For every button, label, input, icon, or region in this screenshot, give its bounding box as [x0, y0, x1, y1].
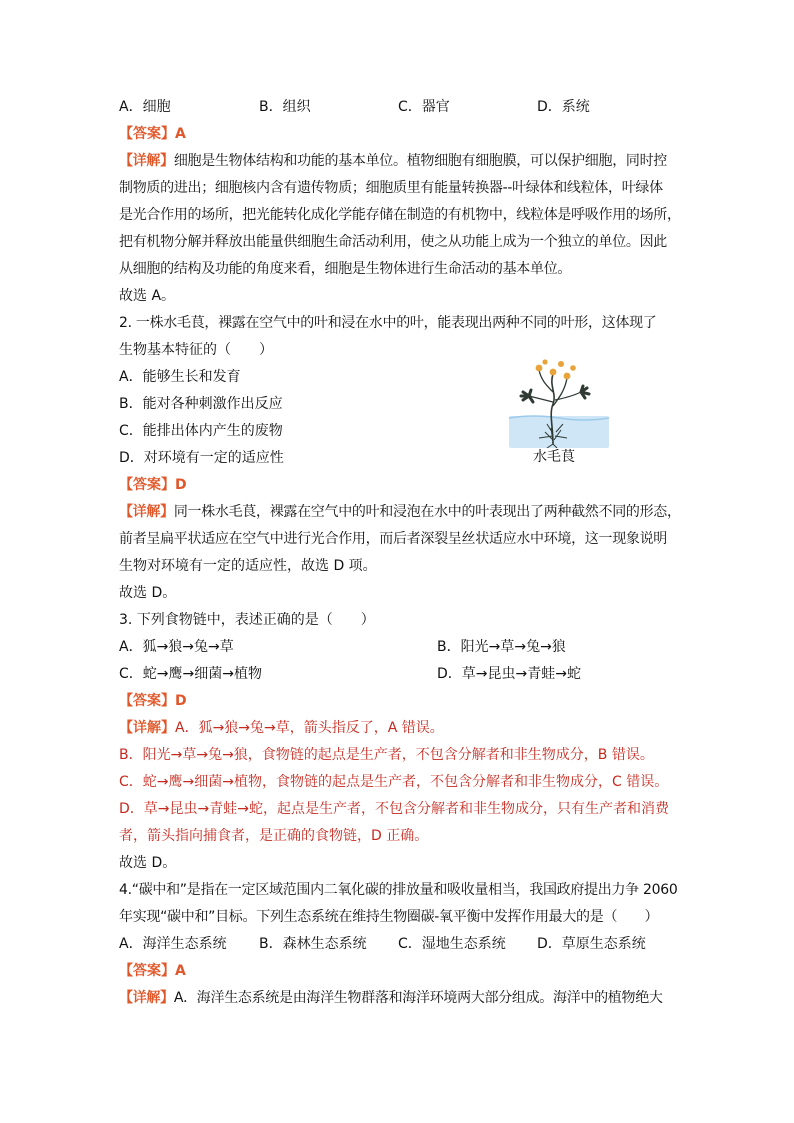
q4-answer [119, 958, 681, 985]
q2-conclusion: 故选 D。 [119, 585, 177, 601]
q1-options [119, 94, 681, 121]
q3-detail-line: B．阳光→草→兔→狼，食物链的起点是生产者，不包含分解者和非生物成分，B 错误。 [119, 747, 654, 763]
q1-option-d: D．系统 [537, 99, 590, 115]
answer-value: A [175, 963, 186, 979]
q2-stem: 生物基本特征的（ ） [119, 342, 273, 358]
q4-stem: 4.“碳中和”是指在一定区域范围内二氧化碳的排放量和吸收量相当，我国政府提出力争 2060 [119, 882, 678, 898]
q2-option-a: A．能够生长和发育 [119, 369, 241, 385]
q3-conclusion: 故选 D。 [119, 855, 177, 871]
q1-detail-line: 【详解】细胞是生物体结构和功能的基本单位。植物细胞有细胞膜，可以保护细胞，同时控 [119, 153, 668, 169]
detail-label: 【详解】 [119, 153, 174, 169]
q4-option-a: A．海洋生态系统 [119, 936, 227, 952]
q4-option-d: D．草原生态系统 [537, 936, 646, 952]
q3-option-b: B．阳光→草→兔→狼 [437, 639, 566, 655]
q2-detail-line: 【详解】同一株水毛茛，裸露在空气中的叶和浸泡在水中的叶表现出了两种截然不同的形态， [119, 504, 681, 520]
q1-option-c: C．器官 [398, 99, 450, 115]
q3-options-row [119, 634, 681, 661]
q1-detail-line: 把有机物分解并释放出能量供细胞生命活动利用，使之从功能上成为一个独立的单位。因此 [119, 234, 667, 250]
answer-value: D [175, 477, 187, 493]
exam-page [119, 94, 681, 1012]
q3-detail-line: 者，箭头指向捕食者，是正确的食物链，D 正确。 [119, 828, 429, 844]
q3-detail-line: C．蛇→鹰→细菌→植物，食物链的起点是生产者，不包含分解者和非生物成分，C 错误。 [119, 774, 669, 790]
water-buttercup-illustration [509, 356, 609, 448]
q4-stem: 年实现“碳中和”目标。下列生态系统在维持生物圈碳-氧平衡中发挥作用最大的是（ ） [119, 909, 659, 925]
detail-label: 【详解】 [119, 720, 175, 736]
q3-options-row [119, 661, 681, 688]
q2-option-d: D．对环境有一定的适应性 [119, 450, 284, 466]
detail-label: 【详解】 [119, 990, 174, 1006]
water-buttercup-figure [509, 356, 609, 474]
q3-option-d: D．草→昆虫→青蛙→蛇 [437, 666, 581, 682]
q2-option-c: C．能排出体内产生的废物 [119, 423, 283, 439]
q2-detail-line: 生物对环境有一定的适应性，故选 D 项。 [119, 558, 377, 574]
q1-detail-line: 从细胞的结构及功能的角度来看，细胞是生物体进行生命活动的基本单位。 [119, 261, 572, 277]
answer-value: D [175, 693, 187, 709]
figure-caption: 水毛茛 [533, 449, 575, 465]
q2-detail-line: 前者呈扁平状适应在空气中进行光合作用，而后者深裂呈丝状适应水中环境，这一现象说明 [119, 531, 667, 547]
answer-label: 【答案】 [119, 477, 175, 493]
q3-answer [119, 688, 681, 715]
answer-label: 【答案】 [119, 126, 175, 142]
q4-options [119, 931, 681, 958]
q3-detail-line: 【详解】A．狐→狼→兔→草，箭头指反了，A 错误。 [119, 720, 444, 736]
q3-option-a: A．狐→狼→兔→草 [119, 639, 234, 655]
q4-option-b: B．森林生态系统 [259, 936, 367, 952]
q2-option-b: B．能对各种刺激作出反应 [119, 396, 283, 412]
q3-stem: 3. 下列食物链中，表述正确的是（ ） [119, 612, 375, 628]
q4-detail-line: 【详解】A．海洋生态系统是由海洋生物群落和海洋环境两大部分组成。海洋中的植物绝大 [119, 990, 663, 1006]
q2-answer [119, 472, 681, 499]
q1-detail-line: 制物质的进出；细胞核内含有遗传物质；细胞质里有能量转换器--叶绿体和线粒体，叶绿体 [119, 180, 663, 196]
q4-option-c: C．湿地生态系统 [398, 936, 506, 952]
q3-detail-line: D．草→昆虫→青蛙→蛇，起点是生产者，不包含分解者和非生物成分，只有生产者和消费 [119, 801, 669, 817]
q1-answer [119, 121, 681, 148]
q1-option-a: A．细胞 [119, 99, 171, 115]
answer-value: A [175, 126, 186, 142]
q1-detail-line: 是光合作用的场所，把光能转化成化学能存储在制造的有机物中，线粒体是呼吸作用的场所， [119, 207, 681, 223]
q3-option-c: C．蛇→鹰→细菌→植物 [119, 666, 262, 682]
q1-option-b: B．组织 [259, 99, 311, 115]
answer-label: 【答案】 [119, 693, 175, 709]
q1-conclusion: 故选 A。 [119, 288, 176, 304]
detail-label: 【详解】 [119, 504, 174, 520]
q2-stem: 2. 一株水毛茛，裸露在空气中的叶和浸在水中的叶，能表现出两种不同的叶形，这体现了 [119, 315, 657, 331]
answer-label: 【答案】 [119, 963, 175, 979]
